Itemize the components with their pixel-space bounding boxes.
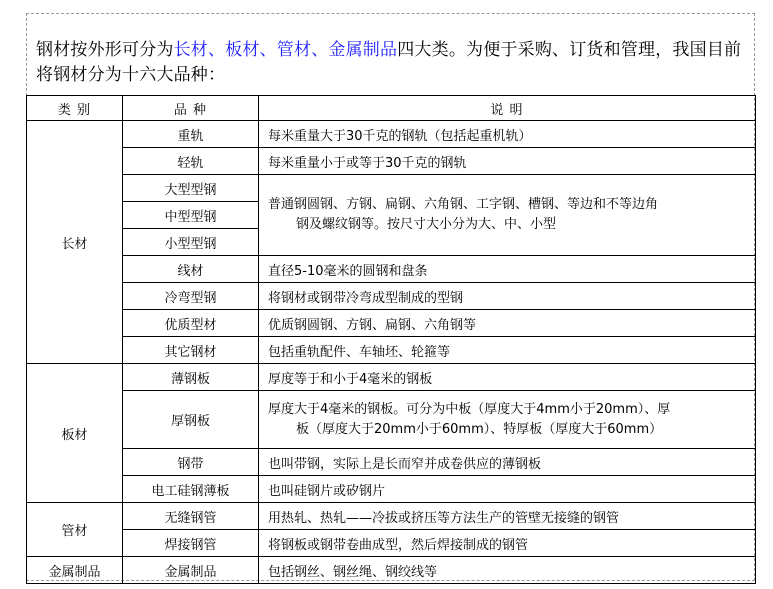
header-description: 说 明 [259,96,756,121]
intro-text-2: 四大类。为便于采购、订货和管理，我国目前将钢材分为十六大品种： [36,40,742,85]
variety-cell: 轻轨 [123,148,259,175]
variety-cell: 重轨 [123,121,259,148]
description-cell: 包括重轨配件、车轴坯、轮箍等 [259,337,756,364]
intro-text-1: 钢材按外形可分为 [36,40,174,60]
table-row [27,530,756,557]
description-line: 板（厚度大于20mm小于60mm）、特厚板（厚度大于60mm） [296,421,663,437]
description-cell: 每米重量大于30千克的钢轨（包括起重机轨） [259,121,756,148]
table-row [27,364,756,391]
variety-cell: 金属制品 [123,557,259,584]
variety-cell: 优质型材 [123,310,259,337]
description-cell: 将钢材或钢带冷弯成型制成的型钢 [259,283,756,310]
variety-cell: 无缝钢管 [123,503,259,530]
description-line: 钢及螺纹钢等。按尺寸大小分为大、中、小型 [296,217,557,232]
description-line: 厚度大于4毫米的钢板。可分为中板（厚度大于4mm小于20mm）、厚 [268,401,671,417]
description-cell: 包括钢丝、钢丝绳、钢绞线等 [259,557,756,584]
category-long-products: 长材 [27,121,123,364]
variety-cell: 小型型钢 [123,229,259,256]
intro-highlight: 长材、板材、管材、金属制品 [173,40,398,60]
table-row [27,337,756,364]
intro-paragraph [36,38,748,88]
table-row [27,310,756,337]
table-row [27,391,756,449]
description-cell: 用热轧、热轧——冷拔或挤压等方法生产的管壁无接缝的钢管 [259,503,756,530]
category-flat-products: 板材 [27,364,123,503]
table-row [27,256,756,283]
variety-cell: 中型型钢 [123,202,259,229]
table-row [27,476,756,503]
table-row [27,148,756,175]
description-cell: 直径5-10毫米的圆钢和盘条 [259,256,756,283]
variety-cell: 薄钢板 [123,364,259,391]
variety-cell: 电工硅钢薄板 [123,476,259,503]
variety-cell: 冷弯型钢 [123,283,259,310]
table-row [27,503,756,530]
table-header-row [27,96,756,121]
category-metal-products: 金属制品 [27,557,123,584]
table-row [27,449,756,476]
table-row [27,121,756,148]
header-variety: 品 种 [123,96,259,121]
table-row [27,175,756,202]
description-cell: 厚度等于和小于4毫米的钢板 [259,364,756,391]
shape-steel-description [259,175,756,256]
variety-cell: 大型型钢 [123,175,259,202]
description-cell: 将钢板或钢带卷曲成型，然后焊接制成的钢管 [259,530,756,557]
variety-cell: 厚钢板 [123,391,259,449]
description-cell: 也叫带钢，实际上是长而窄并成卷供应的薄钢板 [259,449,756,476]
variety-cell: 其它钢材 [123,337,259,364]
description-cell: 优质钢圆钢、方钢、扁钢、六角钢等 [259,310,756,337]
description-cell: 每米重量小于或等于30千克的钢轨 [259,148,756,175]
description-cell: 也叫硅钢片或矽钢片 [259,476,756,503]
description-cell [259,391,756,449]
header-category: 类 别 [27,96,123,121]
variety-cell: 钢带 [123,449,259,476]
description-line: 普通钢圆钢、方钢、扁钢、六角钢、工字钢、槽钢、等边和不等边角 [268,197,659,212]
variety-cell: 线材 [123,256,259,283]
table-row [27,557,756,584]
variety-cell: 焊接钢管 [123,530,259,557]
steel-category-table [26,95,756,584]
category-tubes: 管材 [27,503,123,557]
table-row [27,283,756,310]
